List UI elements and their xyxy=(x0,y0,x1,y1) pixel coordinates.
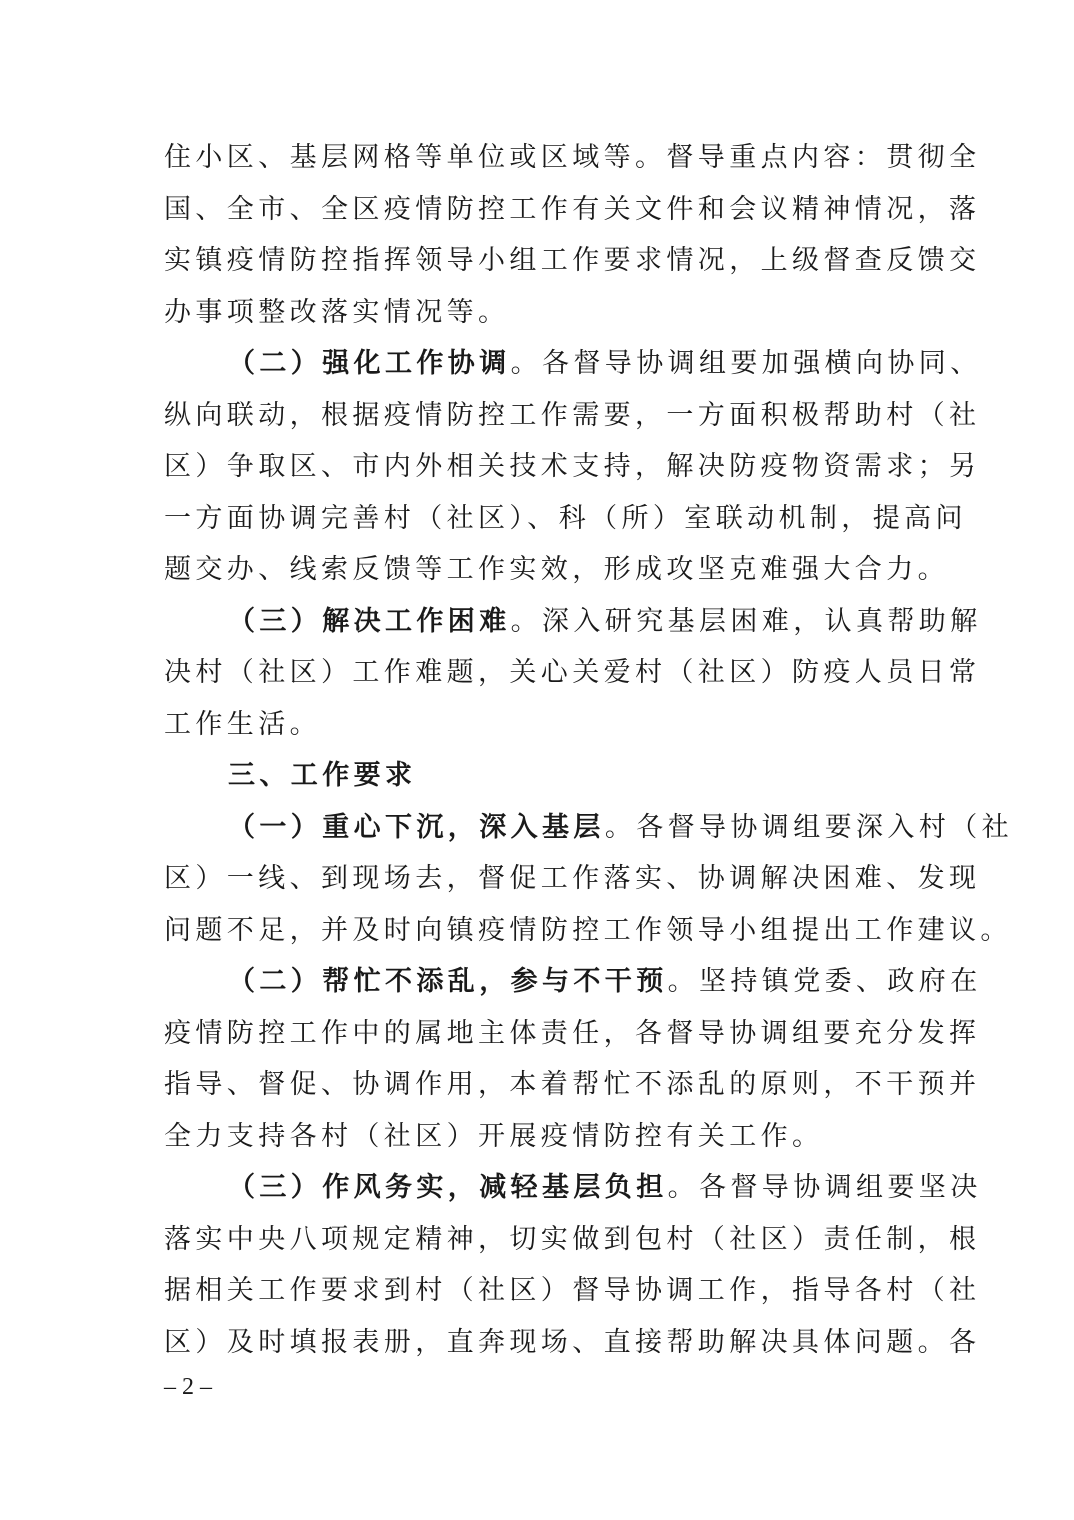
paragraph-start xyxy=(164,956,982,1008)
text-line: 区）一线、到现场去，督促工作落实、协调解决困难、发现 xyxy=(164,863,981,894)
paragraph-text: 。各督导协调组要加强横向协同、 xyxy=(510,348,982,379)
text-line: 住小区、基层网格等单位或区域等。督导重点内容：贯彻全 xyxy=(164,142,981,173)
text-line: 纵向联动，根据疫情防控工作需要，一方面积极帮助村（社 xyxy=(164,399,981,431)
paragraph-lead: （二）帮忙不添乱，参与不干预 xyxy=(228,966,668,997)
paragraph-lead: （二）强化工作协调 xyxy=(228,348,511,379)
paragraph-lead: （三）作风务实，减轻基层负担 xyxy=(228,1172,668,1203)
paragraph-text: 。各督导协调组要坚决 xyxy=(667,1172,982,1203)
text-line: 区）及时填报表册，直奔现场、直接帮助解决具体问题。各 xyxy=(164,1326,981,1358)
paragraph-start xyxy=(164,338,982,390)
paragraph-lead: （三）解决工作困难 xyxy=(228,605,511,637)
section-heading: 三、工作要求 xyxy=(228,760,417,791)
text-line: 问题不足，并及时向镇疫情防控工作领导小组提出工作建议。 xyxy=(164,914,1012,946)
text-line: 疫情防控工作中的属地主体责任，各督导协调组要充分发挥 xyxy=(164,1017,981,1049)
paragraph-start xyxy=(164,1162,982,1214)
paragraph-text: 。各督导协调组要深入村（社 xyxy=(604,811,1014,843)
text-line: 办事项整改落实情况等。 xyxy=(164,296,510,328)
paragraph-text: 。深入研究基层困难，认真帮助解 xyxy=(510,605,982,637)
text-line: 据相关工作要求到村（社区）督导协调工作，指导各村（社 xyxy=(164,1275,981,1306)
text-line: 指导、督促、协调作用，本着帮忙不添乱的原则，不干预并 xyxy=(164,1069,981,1100)
text-line: 实镇疫情防控指挥领导小组工作要求情况，上级督查反馈交 xyxy=(164,245,981,276)
text-line: 工作生活。 xyxy=(164,708,321,740)
text-line: 国、全市、全区疫情防控工作有关文件和会议精神情况，落 xyxy=(164,193,981,225)
text-line: 落实中央八项规定精神，切实做到包村（社区）责任制，根 xyxy=(164,1223,981,1255)
paragraph-text: 。坚持镇党委、政府在 xyxy=(667,966,982,997)
text-line: 题交办、线索反馈等工作实效，形成攻坚克难强大合力。 xyxy=(164,554,949,585)
paragraph-lead: （一）重心下沉，深入基层 xyxy=(228,811,605,843)
text-line: 全力支持各村（社区）开展疫情防控有关工作。 xyxy=(164,1120,824,1152)
paragraph-start xyxy=(164,802,1014,854)
document-body xyxy=(164,132,1014,1368)
text-line: 一方面协调完善村（社区）、科（所）室联动机制，提高问 xyxy=(164,502,967,534)
text-line: 区）争取区、市内外相关技术支持，解决防疫物资需求；另 xyxy=(164,451,981,482)
page-number: – 2 – xyxy=(164,1374,212,1400)
text-line: 决村（社区）工作难题，关心关爱村（社区）防疫人员日常 xyxy=(164,657,981,688)
paragraph-start xyxy=(164,596,982,648)
